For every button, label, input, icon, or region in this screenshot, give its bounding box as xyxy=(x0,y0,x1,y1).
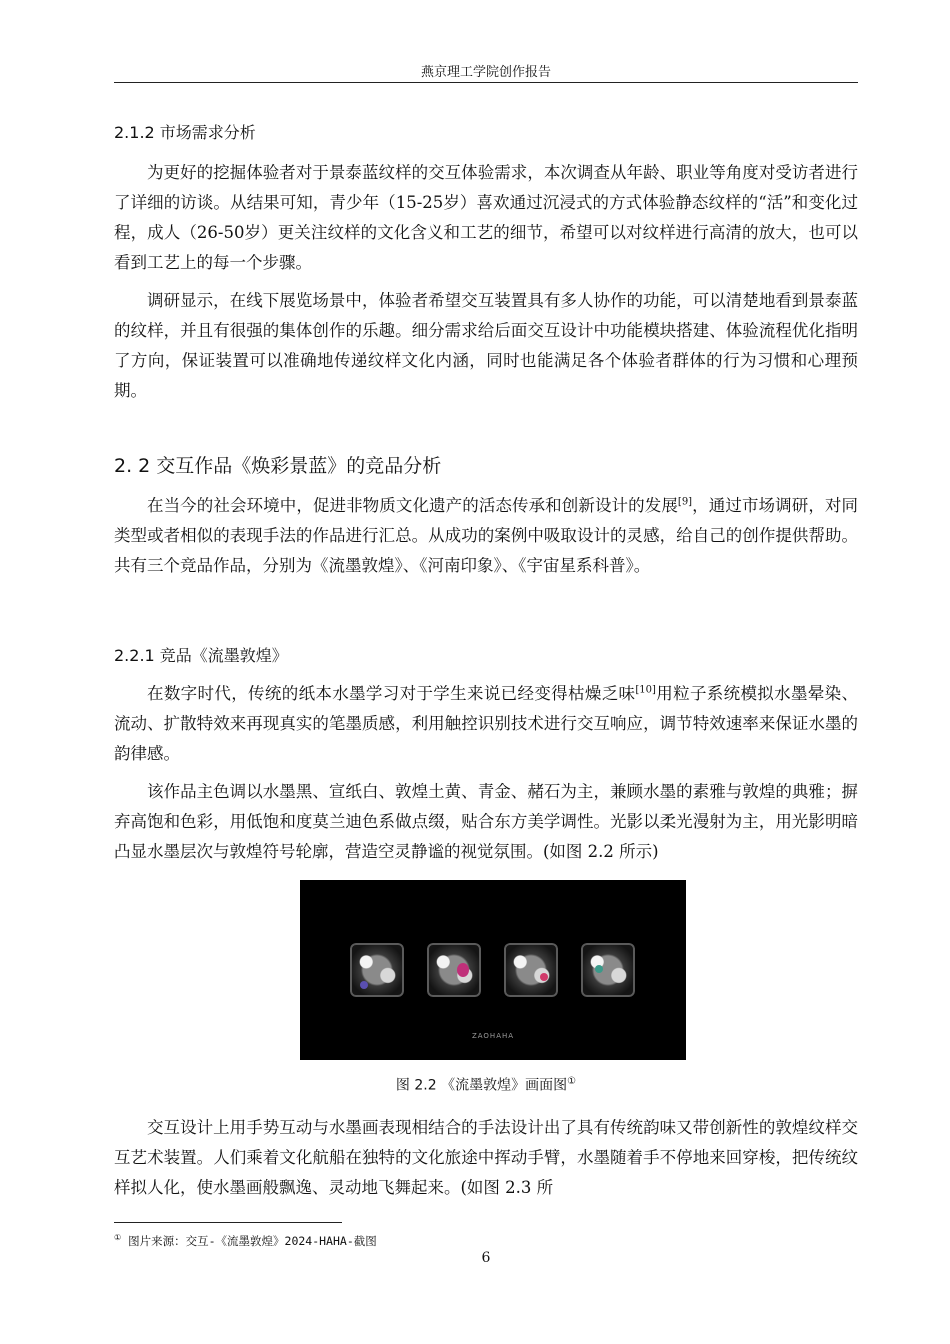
pattern-tile xyxy=(350,943,404,997)
figure-caption xyxy=(114,1071,858,1097)
footnote-rule xyxy=(114,1222,342,1223)
paragraph: 调研显示，在线下展览场景中，体验者希望交互装置具有多人协作的功能，可以清楚地看到景泰蓝的纹样，并且有很强的集体创作的乐趣。细分需求给后面交互设计中功能模块搭建、体验流程优化指明了方向，保证装置可以准确地传递纹样文化内涵，同时也能满足各个体验者群体的行为习惯和心理预期。 xyxy=(114,291,858,400)
paragraph-text: 在数字时代，传统的纸本水墨学习对于学生来说已经变得枯燥乏味 xyxy=(147,684,636,703)
pattern-tile xyxy=(427,943,481,997)
citation-ref[interactable]: [9] xyxy=(677,496,693,508)
citation-ref[interactable]: [10] xyxy=(635,684,656,696)
paragraph: 为更好的挖掘体验者对于景泰蓝纹样的交互体验需求，本次调查从年龄、职业等角度对受访者进行了详细的访谈。从结果可知，青少年（15-25岁）喜欢通过沉浸式的方式体验静态纹样的“活”和变化过程，成人（26-50岁）更关注纹样的文化含义和工艺的细节，希望可以对纹样进行高清的放大，也可以看到工艺上的每一个步骤。 xyxy=(114,163,858,272)
footnote xyxy=(114,1230,858,1249)
accent-dot xyxy=(457,963,469,977)
paragraph-text: 用粒子系统模拟水墨晕染、流动、扩散特效来再现真实的笔墨质感，利用触控识别技术进行交互响应，调节特效速率来保证水墨的韵律感。 xyxy=(114,684,859,763)
accent-dot xyxy=(360,981,368,989)
paragraph-text: ，通过市场调研，对同类型或者相似的表现手法的作品进行汇总。从成功的案例中吸取设计的灵感，给自己的创作提供帮助。共有三个竞品作品，分别为《流墨敦煌》、《河南印象》、《宇宙星系科普》。 xyxy=(114,496,859,575)
section-heading-2-2: 2. 2 交互作品《焕彩景蓝》的竞品分析 xyxy=(114,455,442,477)
pattern-tile xyxy=(504,943,558,997)
footnote-ref[interactable]: ① xyxy=(567,1076,577,1087)
paragraph xyxy=(114,679,858,769)
page-number: 6 xyxy=(481,1250,491,1266)
accent-dot xyxy=(540,973,548,981)
accent-dot xyxy=(595,965,603,973)
paragraph-text: 在当今的社会环境中，促进非物质文化遗产的活态传承和创新设计的发展 xyxy=(147,496,678,515)
footnote-text: 图片来源：交互-《流墨敦煌》2024-HAHA-截图 xyxy=(121,1233,377,1248)
footnote-mark: ① xyxy=(114,1233,122,1242)
section-heading-2-1-2: 2.1.2 市场需求分析 xyxy=(114,123,256,142)
figure-watermark: ZAOHAHA xyxy=(471,1032,515,1040)
paragraph: 该作品主色调以水墨黑、宣纸白、敦煌土黄、青金、赭石为主，兼顾水墨的素雅与敦煌的典雅；摒弃高饱和色彩，用低饱和度莫兰迪色系做点缀，贴合东方美学调性。光影以柔光漫射为主，用光影明暗凸显水墨层次与敦煌符号轮廓，营造空灵静谧的视觉氛围。(如图 2.2 所示) xyxy=(114,782,858,861)
caption-text: 图 2.2 《流墨敦煌》画面图 xyxy=(395,1077,568,1094)
paragraph: 交互设计上用手势互动与水墨画表现相结合的手法设计出了具有传统韵味又带创新性的敦煌纹样交互艺术装置。人们乘着文化航船在独特的文化旅途中挥动手臂，水墨随着手不停地来回穿梭，把传统纹样拟人化，使水墨画般飘逸、灵动地飞舞起来。(如图 2.3 所 xyxy=(114,1118,858,1197)
figure-2-2-image xyxy=(300,880,686,1060)
header-rule xyxy=(114,82,858,83)
page-header: 燕京理工学院创作报告 xyxy=(420,65,551,80)
section-heading-2-2-1: 2.2.1 竞品《流墨敦煌》 xyxy=(114,646,288,665)
pattern-tile xyxy=(581,943,635,997)
paragraph xyxy=(114,491,858,581)
